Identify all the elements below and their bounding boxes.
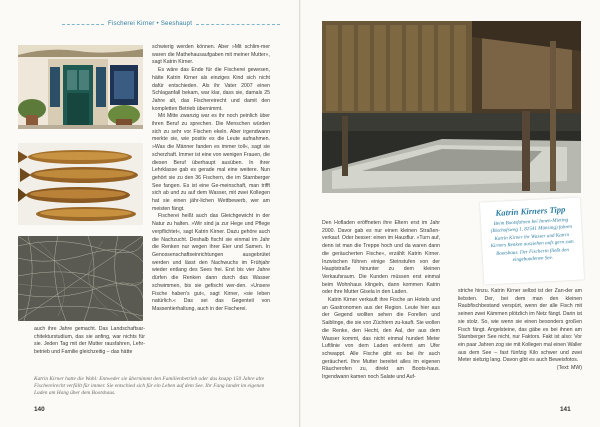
gutter [299, 0, 301, 427]
paragraph: schwierig werden können. Aber »Mit schlim-mer waren die Mathehausaufgaben mit meiner Mutter«, sagt Katrin Kirner. [152, 44, 270, 66]
tip-box [480, 197, 584, 284]
left-column-1-text [34, 326, 145, 357]
photo-fishing-net [18, 236, 143, 321]
tip-title: Katrin Kirners Tipp [495, 204, 566, 218]
photo-caption: Katrin Kirner hatte die Wahl: Entweder sie übernimmt den Familienbetrieb oder das knapp 150 Jahre alte Fischereirecht verfällt für immer. Sie entschied sich für ein Leben auf dem See. Ihr Fang landet im eigenen Laden am Hang über dem Bootshaus. [34, 376, 265, 397]
author-credit: (Text: MW) [556, 365, 582, 372]
left-column-2 [152, 44, 270, 314]
photo-smoked-fish [18, 143, 143, 225]
header-rule-right [196, 24, 280, 27]
header-rule-left [62, 24, 104, 27]
paragraph: Katrin Kirner verkauft ihre Fische an Hotels und an Gastronomen aus der Region. Leute hier aus der Gegend wollten sehen die Forellen und Saiblinge, die sie von Züchtern zu-kauft. Sie wollen die Renke, den Hecht, den Aal, der aus dem Wasser kommt, das nicht einmal hundert Meter Luftlinie von dem Laden ent-fernt am Ufer schwappt. Alle Fische gibt es bei ihr auch geräuchert. Ihre Mutter bereitet alles im eigenen Räucherofen zu, direkt am Boots-haus. Irgendwann kamen noch Salate und Auf- [322, 297, 440, 381]
paragraph: Mit Mitte zwanzig war es ihr noch peinlich über ihren Beruf zu sprechen. Die Menschen würden sich zu sehr vor Fischen ekeln. Aber irgendwann merkte sie, wie positiv es die Leute aufnahmen. »Was die Männer fanden es immer toll«, sagt sie scherzhaft. Immer ist eine von wenigen Frauen, die diesen Beruf überhaupt ausüben. In ihrer Lehrklasse gab es gerade mal eine weitere. Nun gehört sie zu den 36 Fischern, die im Starnberger See fangen. Es ist eine Ge-meinschaft, man trifft sich ab und zu auf dem Wasser, mit zwei Kollegen hat sie einen jähr-lichen Wettbewerb, wer am meisten fängt. [152, 113, 270, 212]
photo-boathouse-boat [322, 21, 581, 193]
paragraph: Fischerei heißt auch das Gleichgewicht in der Natur zu halten. »Wir sind ja zur Hege und Pflege verpflichtet«, sagt Katrin Kirner. Dazu gehöre auch die Nachzucht. Deshalb fischt sie einmal im Jahr die Renken nur wegen ihrer Eier und Samen. In Genossenschaftseinrichtungen ausgebrütet werden und lässt den Nachwuchs im Frühjahr wieder entlang des Sees frei. Erst bis vier Jahre dürfen die Renken dann durch das Wasser schwimmen, bis sie gefischt wer-den. »Unsere Fische haben's gut«, sagt Kirner, »sie leben natürlich.« Das sei das Gegenteil von Massentierhaltung, auch in der Fischerei. [152, 213, 270, 312]
photo-storefront [18, 45, 143, 129]
paragraph: Den Hofladen eröffneten ihre Eltern erst im Jahr 2000. Davor gab es nur einen kleinen Straßen-verkauf. Oder besser: einen im Hausflur. »Turn auf, denn ist man die Treppe hoch und da waren dann die geräucherten Fische«, erzählt Katrin Kirner. Inzwischen führen einige Steinstufen von der Hauptstraße hinunter zu dem kleinen Verkaufsraum. Die Kunden müssen erst einmal beim Wohnhaus klingeln, dann kommen Katrin oder ihre Mutter Gisela in den Laden. [322, 220, 440, 296]
right-column-2 [458, 288, 582, 373]
tip-text: Beim Bootsfahren bei Innen-Mieting (Bischofsweg 1, 82541 Münsing) fahren Katrin Kirner ihr Wasser und Katrin Kirners Renken ausziehen aufs gern zum Bootshaus. Der Fischerin fließt den eingebundenen See. [490, 217, 574, 264]
paragraph: Es wäre das Ende für die Fischerei gewesen, hätte Katrin Kirner als einziges Kind sich nicht dafür entschieden. Als ihr Vater 2007 einen Schlaganfall bekam, war klar, dass sie, damals 25 Jahre alt, das Fischereirecht und damit den kompletten Betrieb übernimmt. [152, 67, 270, 112]
page-number-right: 141 [560, 406, 571, 413]
paragraph: striche hinzu. Katrin Kirner selbst ist der Zan-der am liebsten. Der, bei dem man den kleinen Raubfischbestand verspürt, wenn der alle Fisch mit seinen zwei Kämmen plötzlich im Netz fängt. Darin ist sie stolz. So, wie wenn sie einen besonders großen Fisch fängt. Angelsteine, das gäbe es bei ihnen am Starnberger See nicht, nur Faktors. Fakt ist also: Vor ein paar Jahren zog sie mit Kollegen mal einen Waller aus dem See – fast fünfzig Kilo schwer und zwei Meter siebzig lang. Davon gibt es auch Beweisfotos. [458, 288, 582, 364]
running-title: Fischerei Kirner • Seeshaupt [108, 20, 193, 27]
paragraph: auch ihre Jahre gemacht. Das Landschaftsar-chitekturstudium, das sie anfing, war nichts für sie. Jeden Tag mit der Mutter rausfahren, Lehr-betrieb und Familie gleichzeitig – das hätte [34, 326, 145, 356]
right-column-1 [322, 220, 440, 382]
page-number-left: 140 [34, 406, 45, 413]
